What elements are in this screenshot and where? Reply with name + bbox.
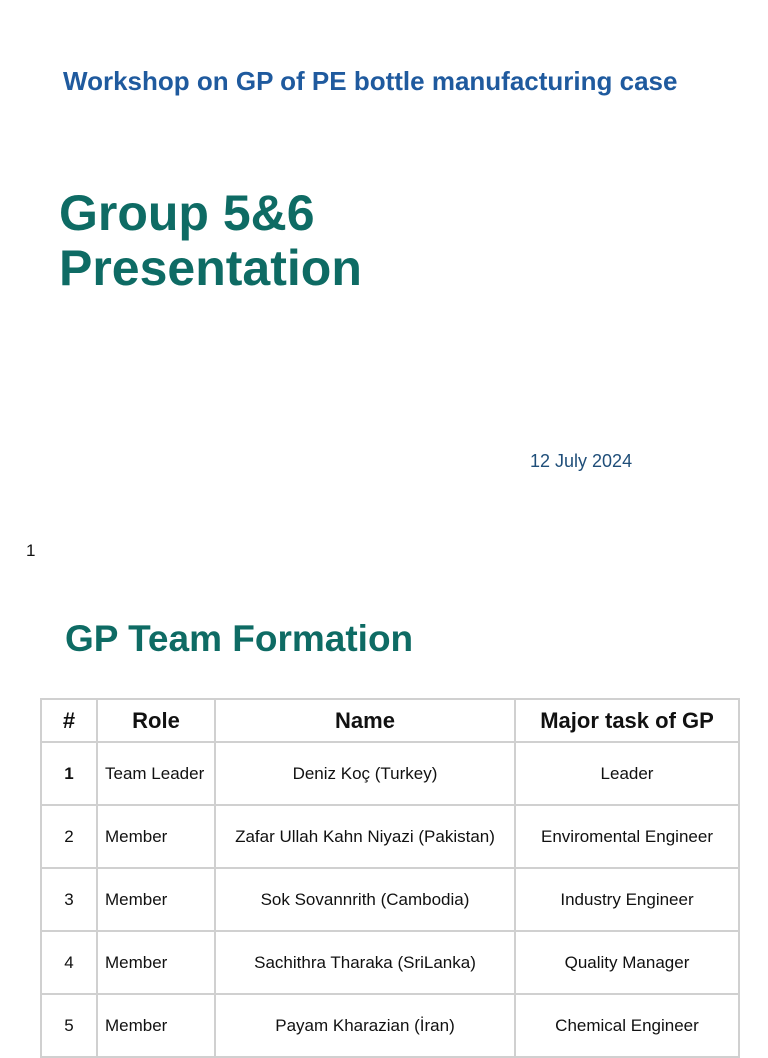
row-name: Zafar Ullah Kahn Niyazi (Pakistan) bbox=[215, 805, 515, 868]
table-row bbox=[41, 805, 739, 868]
row-task: Quality Manager bbox=[515, 931, 739, 994]
row-role: Member bbox=[97, 931, 215, 994]
team-table bbox=[40, 698, 740, 1058]
row-role: Member bbox=[97, 868, 215, 931]
presentation-title-line-2: Presentation bbox=[59, 240, 362, 296]
row-number: 1 bbox=[41, 742, 97, 805]
column-header-name: Name bbox=[215, 699, 515, 742]
table-row bbox=[41, 868, 739, 931]
table-header-row bbox=[41, 699, 739, 742]
row-name: Sok Sovannrith (Cambodia) bbox=[215, 868, 515, 931]
page-number: 1 bbox=[26, 541, 36, 560]
row-role: Member bbox=[97, 805, 215, 868]
column-header-task: Major task of GP bbox=[515, 699, 739, 742]
table-row bbox=[41, 742, 739, 805]
row-number: 3 bbox=[41, 868, 97, 931]
row-name: Sachithra Tharaka (SriLanka) bbox=[215, 931, 515, 994]
workshop-title: Workshop on GP of PE bottle manufacturing case bbox=[63, 66, 678, 96]
row-task: Industry Engineer bbox=[515, 868, 739, 931]
team-formation-title: GP Team Formation bbox=[65, 618, 414, 659]
row-task: Enviromental Engineer bbox=[515, 805, 739, 868]
table-row bbox=[41, 931, 739, 994]
row-task: Leader bbox=[515, 742, 739, 805]
row-number: 4 bbox=[41, 931, 97, 994]
row-number: 2 bbox=[41, 805, 97, 868]
row-task: Chemical Engineer bbox=[515, 994, 739, 1057]
row-role: Team Leader bbox=[97, 742, 215, 805]
table-row bbox=[41, 994, 739, 1057]
row-name: Payam Kharazian (İran) bbox=[215, 994, 515, 1057]
presentation-date: 12 July 2024 bbox=[530, 451, 633, 471]
row-name: Deniz Koç (Turkey) bbox=[215, 742, 515, 805]
presentation-title-line-1: Group 5&6 bbox=[59, 185, 315, 241]
row-number: 5 bbox=[41, 994, 97, 1057]
row-role: Member bbox=[97, 994, 215, 1057]
column-header-role: Role bbox=[97, 699, 215, 742]
presentation-title bbox=[59, 186, 362, 296]
column-header-number: # bbox=[41, 699, 97, 742]
